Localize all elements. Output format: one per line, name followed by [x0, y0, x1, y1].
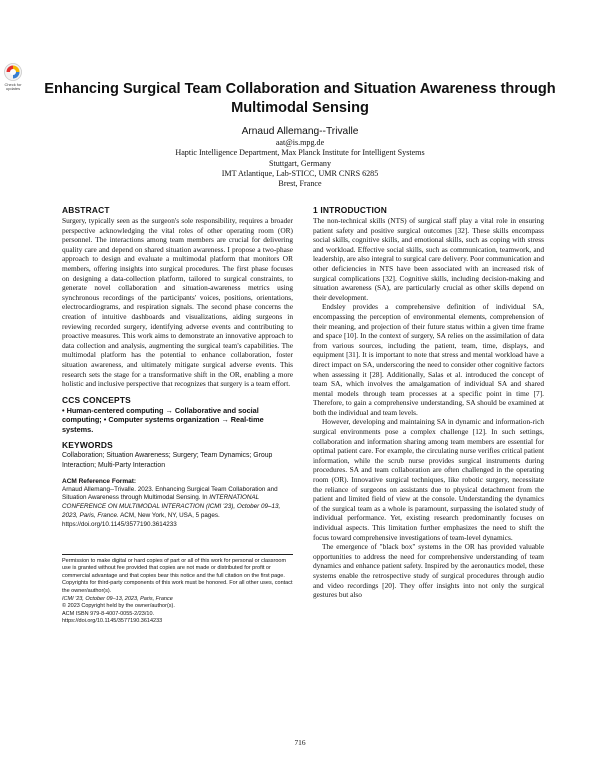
author-affiliation-1: Haptic Intelligence Department, Max Planck Institute for Intelligent Systems — [175, 148, 425, 158]
badge-label: Check for updates — [4, 82, 22, 91]
isbn-line: ACM ISBN 979-8-4007-0055-2/23/10. — [62, 610, 155, 617]
left-column — [62, 205, 293, 626]
abstract-text: Surgery, typically seen as the surgeon's sole responsibility, requires a broader perspective acknowledging the vital roles of other operating room (OR) personnel. The interactions among team members are crucial for delivering quality care and depend on shared situation awareness. I propose a two-phase approach to design and evaluate a multimodal platform that monitors OR members, offering insights into surgical procedures. The first phase focuses on designing a data-collection platform, tailored to surgical constraints, to generate novel collaboration and situation-awareness metrics using synchronous recordings of the participants' voices, positions, orientations, electrocardiograms, and respiration signals. The second phase concerns the creation of intuitive dashboards and visualizations, aiding surgeons in reviewing recorded surgery, identifying adverse events and contributing to proactive measures. This work aims to demonstrate an innovative approach to data collection and analysis, augmenting the surgical team's capabilities. The multimodal platform has the potential to enhance collaboration, foster situation awareness, and ultimately mitigate surgical adverse events. This research sets the stage for a transformative shift in the OR, enabling a more holistic and inclusive perspective that recognizes that surgery is a team effort. — [62, 216, 293, 389]
author-affiliation-2: IMT Atlantique, Lab-STICC, UMR CNRS 6285 — [221, 168, 379, 178]
check-for-updates-icon — [0, 62, 26, 84]
page-number: 716 — [294, 738, 306, 747]
ccs-text: • Human-centered computing → Collaborative and social computing; • Computer systems organization → Real-time systems. — [62, 405, 264, 434]
intro-paragraph: Endsley provides a comprehensive definition of individual SA, encompassing the perception of environmental elements, comprehension of their meaning, and projection of their future status within a given time frame and space [10]. In the context of surgery, SA relies on the assimilation of data from various sources, including the patient, team, time, displays, and equipment [31]. It is important to note that stress and mental workload have a direct impact on SA, underscoring the need to consider other cognitive factors when assessing it [28]. Additionally, Salas et al. introduced the concept of team SA, which involves the amalgamation of individual SA and shared mental models through team processes at a specific point in time [7]. Therefore, to gain a comprehensive understanding, SA should be examined at both the individual and team levels. — [313, 302, 544, 417]
intro-paragraph: The emergence of "black box" systems in the OR has provided valuable opportunities to address the need for comprehensive understanding of team dynamics and enhance patient safety. Inspired by the aeronautics model, these systems enable the retrospective study of surgical procedures through audio and video recordings [20]. They offer insights into not only the surgical gestures but also — [313, 542, 544, 600]
keywords-heading: KEYWORDS — [62, 440, 113, 451]
paper-title: Enhancing Surgical Team Collaboration and Situation Awareness through Multimodal Sensing — [44, 81, 556, 116]
intro-paragraph: However, developing and maintaining SA in dynamic and information-rich surgical environments pose a complex challenge [12]. In such settings, collaboration and information sharing among team members are essential for optimal patient care. For example, the circulating nurse verifies critical patient information, while the scrub nurse provides surgical instruments during procedures. SA and team collaboration are often challenged in the operating room (OR). Innovative surgical techniques, like robotic surgery, necessitate the reliance of surgeons on assistants due to physical detachment from the patient and limited field of view at the console. Understanding the dynamics of the surgical team as a whole is paramount, surpassing the isolated study of individual performance. Yet, existing research predominantly focuses on individual aspects. This limitation further emphasizes the need to shift the focus toward comprehensive investigations of team-level dynamics. — [313, 417, 544, 542]
author-email[interactable]: aat@is.mpg.de — [275, 138, 325, 147]
doi-link[interactable]: https://doi.org/10.1145/3577190.3614233 — [62, 618, 163, 625]
author-name: Arnaud Allemang--Trivalle — [241, 126, 359, 137]
permission-notice: Permission to make digital or hard copies of part or all of this work for personal or classroom use is granted without fee provided that copies are not made or distributed for profit or commercial advantage and that copies bear this notice and the full citation on the first page. Copyrights for third-party components of this work must be honored. For all other uses, contact the owner/author(s). — [62, 557, 293, 595]
author-block — [80, 125, 520, 189]
author-location-1: Stuttgart, Germany — [268, 158, 332, 168]
copyright-line: © 2023 Copyright held by the owner/author(s). — [62, 603, 175, 610]
check-for-updates-badge[interactable] — [0, 62, 26, 92]
author-location-2: Brest, France — [278, 179, 322, 189]
ccs-heading: CCS CONCEPTS — [62, 394, 131, 405]
permission-venue: ICMI '23, October 09–13, 2023, Paris, France — [62, 595, 173, 602]
reference-format-text: Arnaud Allemang--Trivalle. 2023. Enhancing Surgical Team Collaboration and Situation Awareness through Multimodal Sensing. In INTERNATIONAL CONFERENCE ON MULTIMODAL INTERACTION (ICMI '23), October 09–13, 2023, Paris, France. ACM, New York, NY, USA, 5 pages. https://doi.org/10.1145/3577190.3614233 — [62, 485, 281, 528]
intro-heading: 1 INTRODUCTION — [313, 205, 387, 215]
reference-venue: INTERNATIONAL CONFERENCE ON MULTIMODAL INTERACTION (ICMI '23), October 09–13, 2023, Paris, France. — [62, 494, 281, 520]
keywords-text: Collaboration; Situation Awareness; Surgery; Team Dynamics; Group Interaction; Multi-Party Interaction — [62, 452, 273, 470]
intro-paragraph: The non-technical skills (NTS) of surgical staff play a vital role in ensuring patient safety and positive surgical outcomes [32]. These skills encompass social skills, cognitive skills, and emotional skills, such as coping with stress and workload. Effective social skills, such as communication, teamwork, and leadership, are also integral to surgical care delivery. Poor communication and other deficiencies in NTS have been associated with an increased risk of surgical complications [32]. Cognitive skills, including decision-making and situation awareness (SA), are particularly crucial as other skills depend on their development. — [313, 216, 544, 302]
abstract-heading: ABSTRACT — [62, 205, 110, 215]
reference-format-heading: ACM Reference Format: — [62, 477, 137, 485]
right-column — [313, 205, 544, 600]
